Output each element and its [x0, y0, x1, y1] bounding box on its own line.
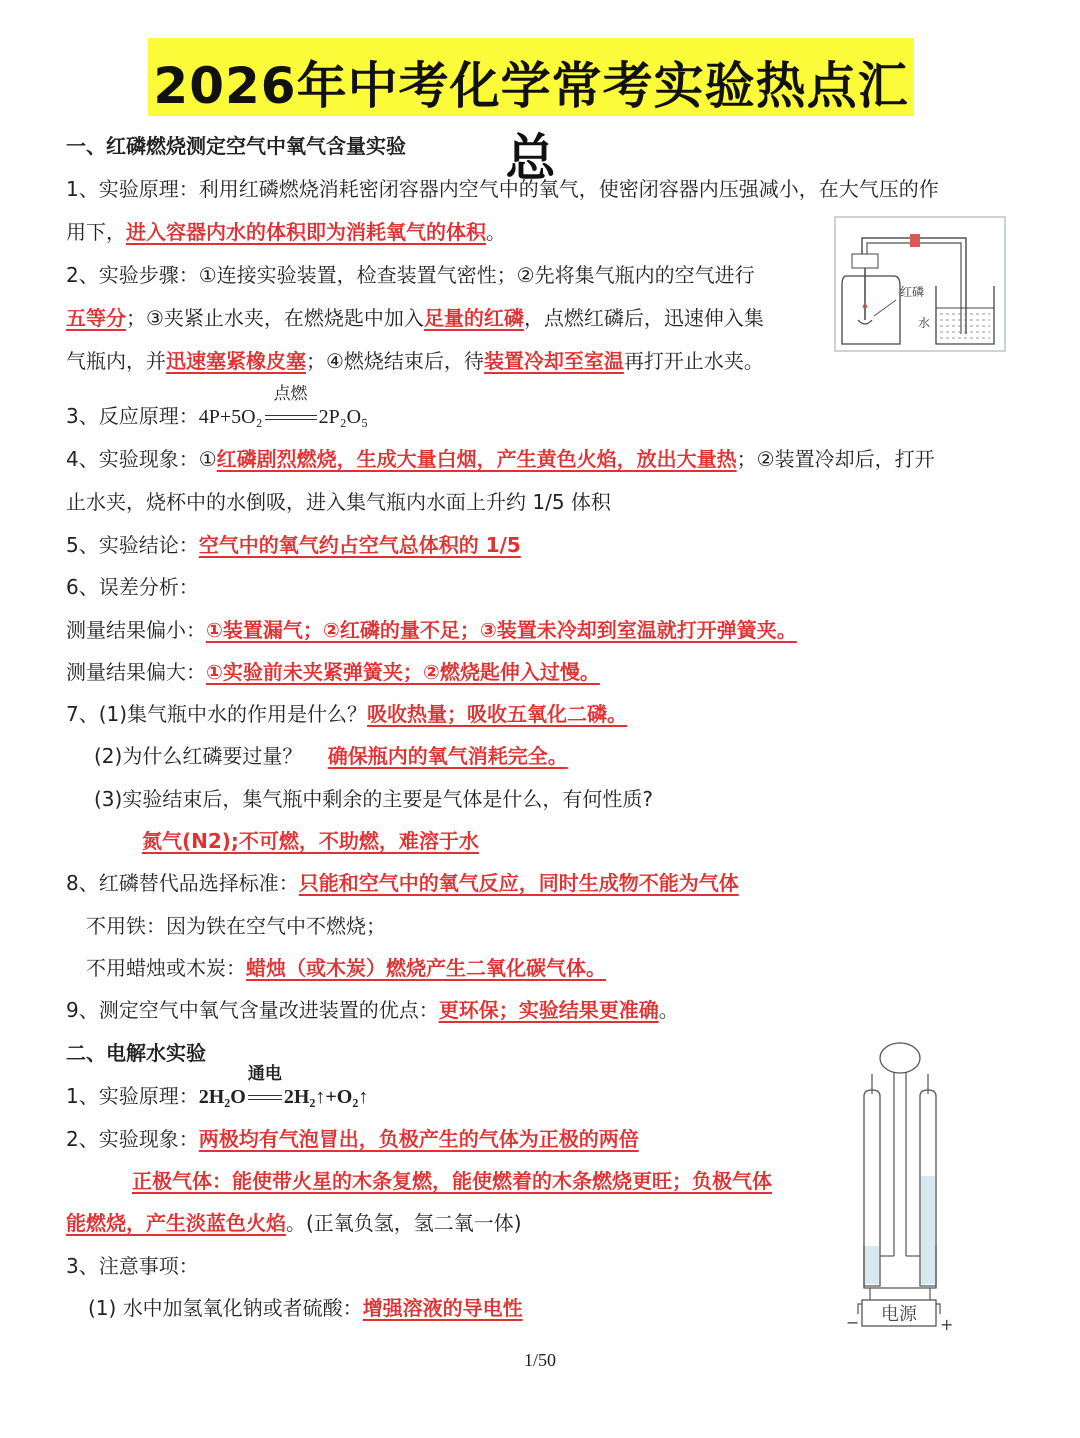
s2-line1: 1、实验原理：2H₂O 通电 2H₂↑+O₂↑ — [66, 1083, 368, 1110]
s1-line9: 9、测定空气中氧气含量改进装置的优点：更环保；实验结果更准确。 — [66, 998, 679, 1022]
section2-heading: 二、电解水实验 — [66, 1041, 206, 1065]
s1-line7c: (3)实验结束后，集气瓶中剩余的主要是气体是什么，有何性质? — [94, 787, 653, 811]
s1-line3: 3、反应原理：4P+5O₂ 点燃 2P₂O₅ — [66, 403, 368, 430]
s1-line8a: 不用铁：因为铁在空气中不燃烧； — [86, 914, 386, 938]
s1-line2c: 气瓶内，并迅速塞紧橡皮塞；④燃烧结束后，待装置冷却至室温再打开止水夹。 — [66, 349, 764, 373]
reaction-condition: 点燃 — [273, 384, 308, 404]
s2-line2: 2、实验现象：两极均有气泡冒出，负极产生的气体为正极的两倍 — [66, 1127, 639, 1151]
s1-line2b: 五等分；③夹紧止水夹，在燃烧匙中加入足量的红磷，点燃红磷后，迅速伸入集 — [66, 306, 764, 330]
power-label: 电源 — [881, 1304, 917, 1325]
s1-line2a: 2、实验步骤：①连接实验装置，检查装置气密性；②先将集气瓶内的空气进行 — [66, 263, 755, 287]
s1-line4a: 4、实验现象：①红磷剧烈燃烧，生成大量白烟，产生黄色火焰，放出大量热；②装置冷却后，打开 — [66, 447, 935, 471]
s2-line3a: (1) 水中加氢氧化钠或者硫酸：增强溶液的导电性 — [88, 1296, 523, 1320]
section1-heading: 一、红磷燃烧测定空气中氧气含量实验 — [66, 134, 406, 158]
s1-line1a: 1、实验原理：利用红磷燃烧消耗密闭容器内空气中的氧气，使密闭容器内压强减小，在大气压的作 — [66, 177, 939, 201]
s1-line8: 8、红磷替代品选择标准：只能和空气中的氧气反应，同时生成物不能为气体 — [66, 871, 739, 895]
fig1-label-phosphorus: 红磷 — [900, 285, 925, 299]
s1-line4b: 止水夹，烧杯中的水倒吸，进入集气瓶内水面上升约 1/5 体积 — [66, 490, 611, 514]
s2-line3: 3、注意事项： — [66, 1254, 199, 1278]
phosphorus-apparatus-figure — [834, 216, 1006, 352]
s1-line7d: 氮气(N2);不可燃，不助燃，难溶于水 — [142, 829, 479, 853]
s1-line1b: 用下，进入容器内水的体积即为消耗氧气的体积。 — [66, 220, 506, 244]
fig1-label-water: 水 — [918, 316, 931, 330]
electrolysis-apparatus-figure — [840, 1036, 964, 1332]
s1-line6a: 测量结果偏小：①装置漏气；②红磷的量不足；③装置未冷却到室温就打开弹簧夹。 — [66, 618, 797, 642]
s2-line2b: 正极气体：能使带火星的木条复燃，能使燃着的木条燃烧更旺；负极气体 — [132, 1169, 772, 1193]
s1-line8b: 不用蜡烛或木炭：蜡烛（或木炭）燃烧产生二氧化碳气体。 — [86, 956, 606, 980]
clamp-icon — [910, 234, 920, 247]
s1-line6b: 测量结果偏大：①实验前未夹紧弹簧夹；②燃烧匙伸入过慢。 — [66, 660, 600, 684]
red-text: 进入容器内水的体积即为消耗氧气的体积 — [126, 220, 486, 244]
s1-line7b: (2)为什么红磷要过量？ 确保瓶内的氧气消耗完全。 — [94, 744, 568, 768]
minus-label: − — [846, 1313, 860, 1332]
s1-line5: 5、实验结论：空气中的氧气约占空气总体积的 1/5 — [66, 533, 521, 557]
s2-line2c: 能燃烧，产生淡蓝色火焰。(正氧负氢，氢二氧一体) — [66, 1211, 522, 1235]
page-title: 2026年中考化学常考实验热点汇总 — [153, 57, 909, 187]
plus-label: + — [940, 1315, 954, 1332]
page-number: 1/50 — [523, 1350, 556, 1370]
s1-line7a: 7、(1)集气瓶中水的作用是什么？吸收热量；吸收五氧化二磷。 — [66, 702, 628, 726]
reaction-condition: 通电 — [247, 1064, 282, 1084]
s1-line6: 6、误差分析： — [66, 575, 199, 599]
